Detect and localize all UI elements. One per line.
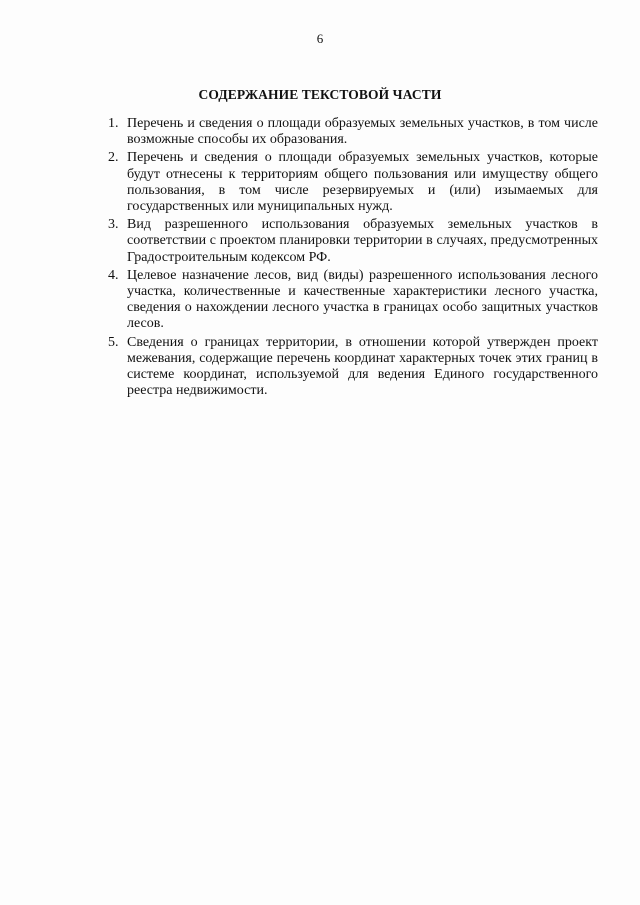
section-title: СОДЕРЖАНИЕ ТЕКСТОВОЙ ЧАСТИ: [198, 87, 442, 102]
contents-list-item: [108, 335, 598, 400]
item-number: 2.: [108, 150, 119, 166]
contents-list-item: [108, 150, 598, 215]
item-text: Перечень и сведения о площади образуемых земельных участков, в том числе возможные способы их образования.: [127, 116, 598, 148]
contents-list: [108, 116, 598, 401]
item-number: 5.: [108, 334, 119, 350]
contents-list-item: [108, 116, 598, 148]
item-text: Сведения о границах территории, в отношении которой утвержден проект межевания, содержащие перечень координат характерных точек этих границ в системе координат, используемой для ведения Единого государственного реестра недвижимости.: [127, 334, 598, 399]
item-number: 3.: [108, 217, 119, 233]
item-number: 4.: [108, 267, 119, 283]
item-text: Перечень и сведения о площади образуемых земельных участков, которые будут отнесены к территориям общего пользования или имуществу общего пользования, в том числе резервируемых и (или) изымаемых для государственных или муниципальных нужд.: [127, 150, 598, 215]
page-number: 6: [316, 31, 324, 46]
item-text: Вид разрешенного использования образуемых земельных участков в соответствии с проектом планировки территории в случаях, предусмотренных Градостроительным кодексом РФ.: [127, 217, 598, 265]
contents-list-item: [108, 217, 598, 266]
contents-list-item: [108, 268, 598, 333]
item-number: 1.: [108, 116, 119, 131]
item-text: Целевое назначение лесов, вид (виды) разрешенного использования лесного участка, количественные и качественные характеристики лесного участка, сведения о нахождении лесного участка в границах особо защитных участков лесов.: [127, 267, 598, 332]
